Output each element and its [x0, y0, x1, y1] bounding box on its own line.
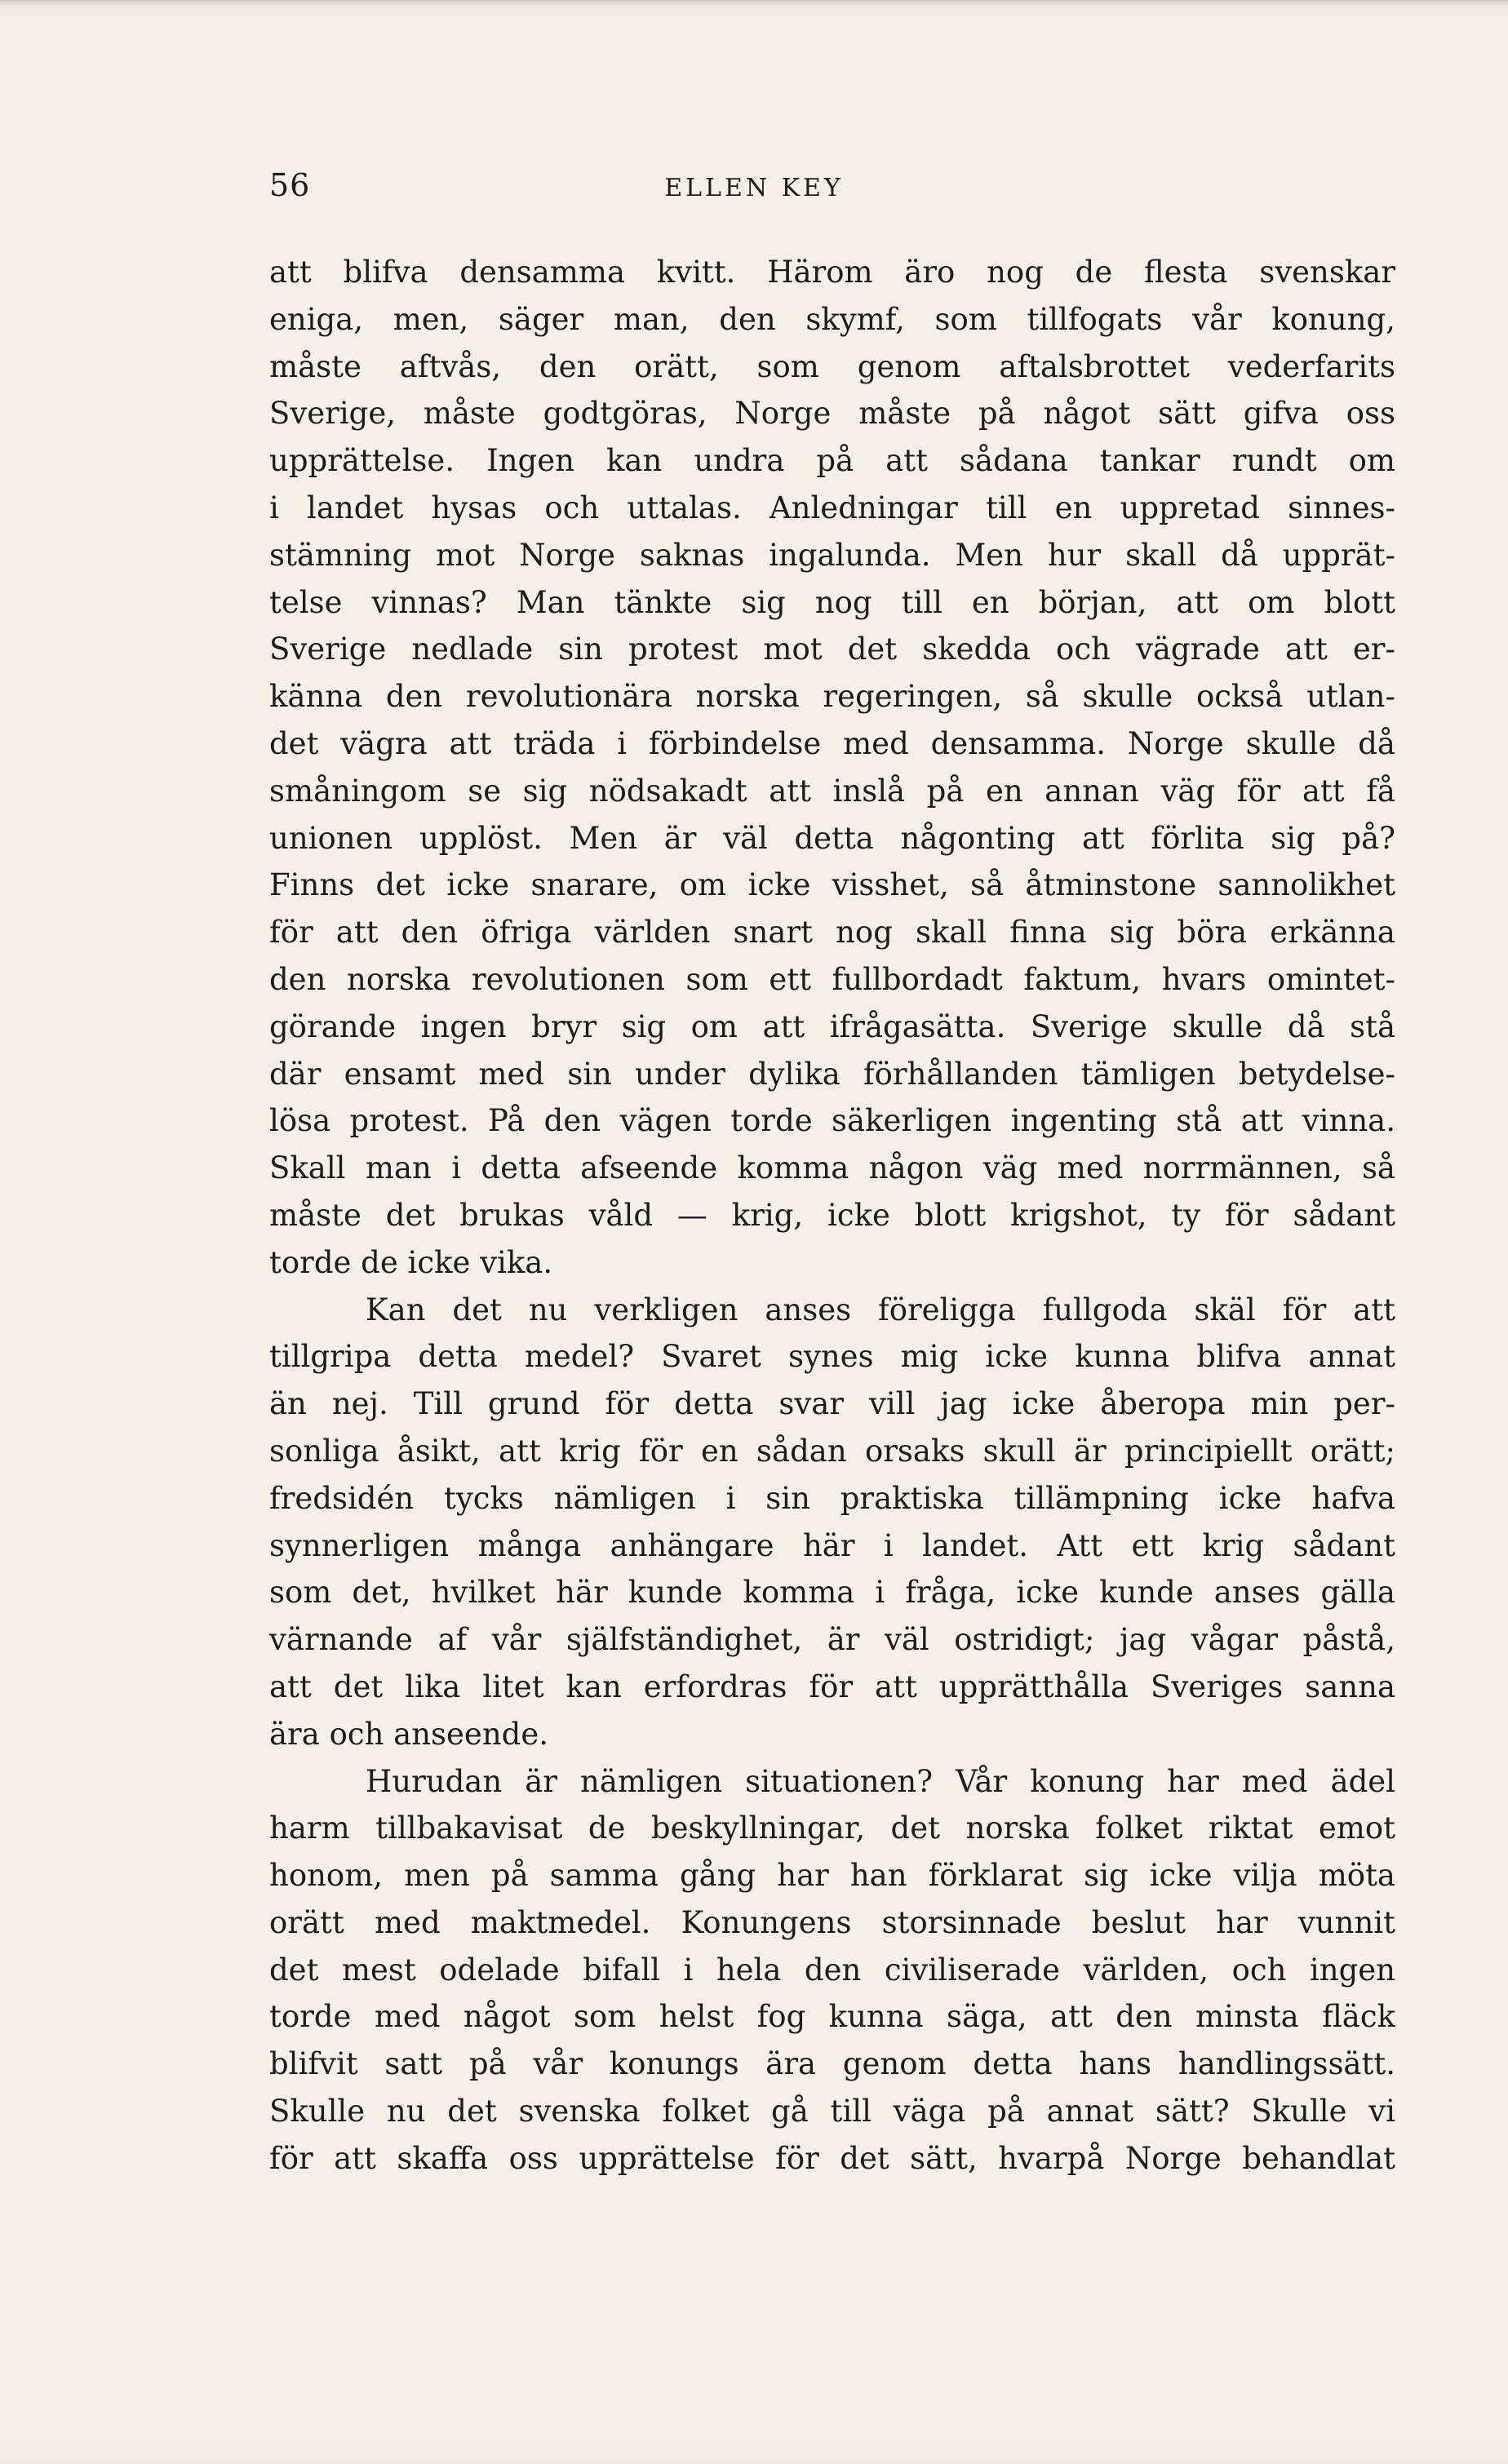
text-line: tillgripa detta medel? Svaret synes mig icke kunna blifva annat — [269, 1339, 1395, 1375]
paragraph-end-line: torde de icke vika. — [269, 1244, 553, 1280]
text-line: orätt med maktmedel. Konungens storsinnade beslut har vunnit — [269, 1904, 1395, 1940]
text-line: småningom se sig nödsakadt att inslå på en annan väg för att få — [269, 773, 1395, 809]
text-line: torde med något som helst fog kunna säga, att den minsta fläck — [269, 1999, 1395, 2035]
text-line: Skall man i detta afseende komma någon väg med norrmännen, så — [269, 1150, 1395, 1186]
text-line: blifvit satt på vår konungs ära genom detta hans handlingssätt. — [269, 2046, 1395, 2082]
page-top-edge — [0, 0, 1508, 7]
body-text — [269, 249, 1395, 2183]
paragraph-end-line: ära och anseende. — [269, 1716, 548, 1752]
text-line: harm tillbakavisat de beskyllningar, det norska folket riktat emot — [269, 1810, 1395, 1846]
text-line: lösa protest. På den vägen torde säkerligen ingenting stå att vinna. — [269, 1103, 1395, 1139]
page-number: 56 — [269, 167, 311, 203]
text-line: telse vinnas? Man tänkte sig nog till en början, att om blott — [269, 584, 1395, 620]
text-line: som det, hvilket här kunde komma i fråga, icke kunde anses gälla — [269, 1575, 1395, 1611]
text-line: Finns det icke snarare, om icke visshet, så åtminstone sannolikhet — [269, 867, 1395, 903]
text-line: det vägra att träda i förbindelse med densamma. Norge skulle då — [269, 725, 1395, 761]
running-head: ELLEN KEY — [664, 174, 844, 202]
text-line: måste det brukas våld — krig, icke blott krigshot, ty för sådant — [269, 1197, 1395, 1233]
text-line: måste aftvås, den orätt, som genom aftalsbrottet vederfarits — [269, 348, 1395, 384]
text-line: det mest odelade bifall i hela den civiliserade världen, och ingen — [269, 1952, 1395, 1988]
text-line: upprättelse. Ingen kan undra på att sådana tankar rundt om — [269, 443, 1395, 479]
text-line: honom, men på samma gång har han förklarat sig icke vilja möta — [269, 1858, 1395, 1894]
text-line: i landet hysas och uttalas. Anledningar till en uppretad sinnes- — [269, 490, 1395, 525]
text-line: stämning mot Norge saknas ingalunda. Men hur skall då upprät- — [269, 537, 1395, 573]
text-line: än nej. Till grund för detta svar vill jag icke åberopa min per- — [269, 1386, 1395, 1422]
text-line: känna den revolutionära norska regeringen, så skulle också utlan- — [269, 679, 1395, 715]
text-line: fredsidén tycks nämligen i sin praktiska tillämpning icke hafva — [269, 1480, 1395, 1516]
paragraph-start-line: Hurudan är nämligen situationen? Vår konung har med ädel — [366, 1763, 1395, 1799]
text-line: unionen upplöst. Men är väl detta någonting att förlita sig på? — [269, 820, 1395, 856]
text-line: Sverige nedlade sin protest mot det skedda och vägrade att er- — [269, 632, 1395, 667]
text-line: eniga, men, säger man, den skymf, som tillfogats vår konung, — [269, 301, 1395, 337]
text-line: där ensamt med sin under dylika förhållanden tämligen betydelse- — [269, 1056, 1395, 1092]
text-line: för att den öfriga världen snart nog skall finna sig böra erkänna — [269, 915, 1395, 951]
text-line: den norska revolutionen som ett fullbordadt faktum, hvars omintet- — [269, 961, 1395, 997]
text-line: görande ingen bryr sig om att ifrågasätta. Sverige skulle då stå — [269, 1008, 1395, 1044]
paragraph-start-line: Kan det nu verkligen anses föreligga fullgoda skäl för att — [366, 1292, 1395, 1327]
text-line: att det lika litet kan erfordras för att upprätthålla Sveriges sanna — [269, 1669, 1395, 1704]
text-line: att blifva densamma kvitt. Härom äro nog de flesta svenskar — [269, 255, 1395, 290]
text-line: Sverige, måste godtgöras, Norge måste på något sätt gifva oss — [269, 396, 1395, 432]
text-line: synnerligen många anhängare här i landet. Att ett krig sådant — [269, 1527, 1395, 1563]
text-line: Skulle nu det svenska folket gå till väga på annat sätt? Skulle vi — [269, 2094, 1395, 2129]
text-line: för att skaffa oss upprättelse för det sätt, hvarpå Norge behandlat — [269, 2140, 1395, 2176]
text-line: värnande af vår själfständighet, är väl ostridigt; jag vågar påstå, — [269, 1622, 1395, 1658]
text-line: sonliga åsikt, att krig för en sådan orsaks skull är principiellt orätt; — [269, 1433, 1395, 1469]
